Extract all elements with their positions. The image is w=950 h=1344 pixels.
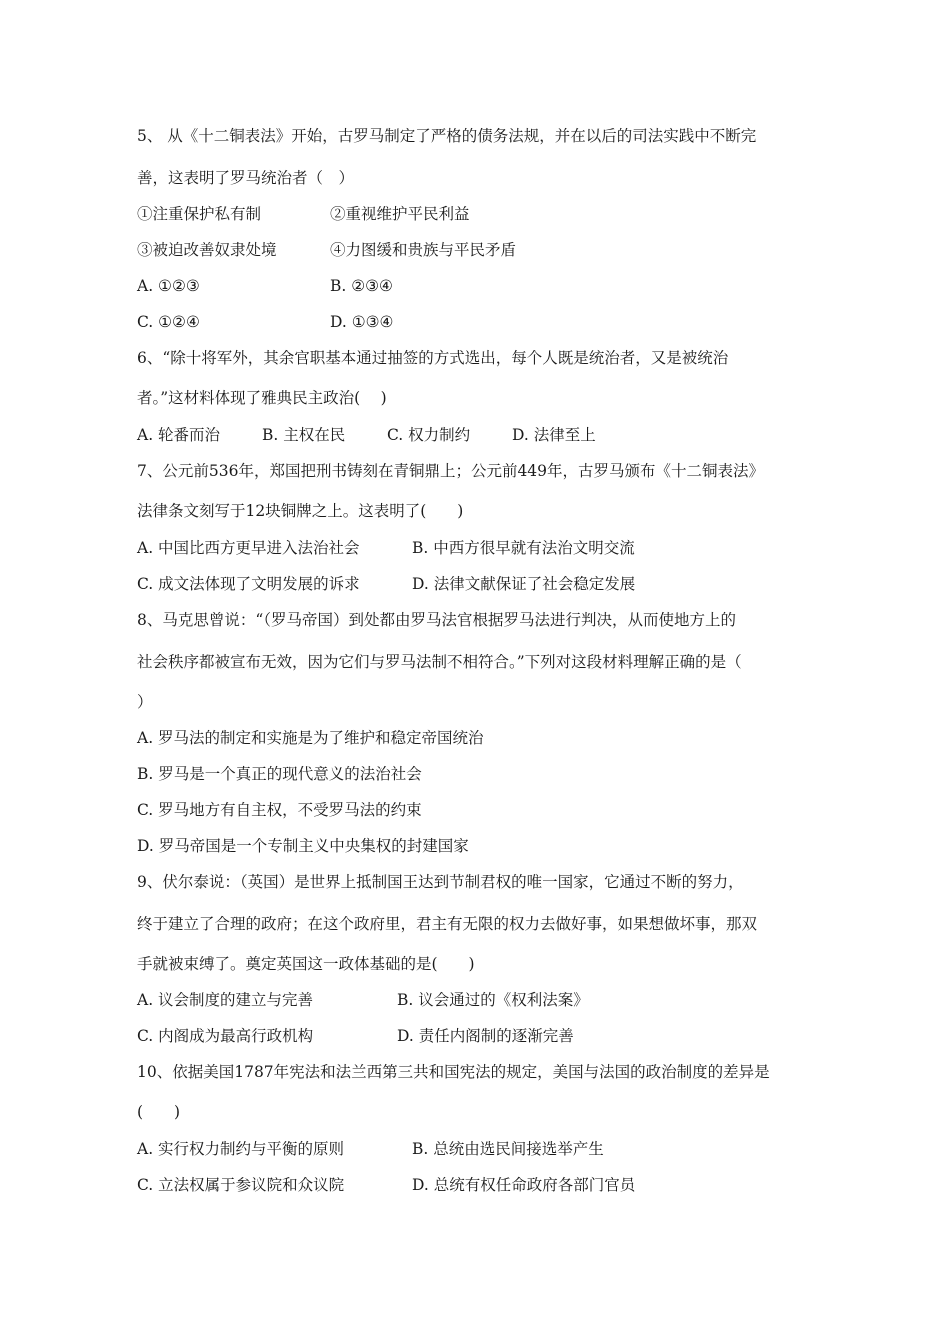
q8-option-d: D. 罗马帝国是一个专制主义中央集权的封建国家 <box>137 837 469 855</box>
q5-stem-line-1: 5、 从《十二铜表法》开始，古罗马制定了严格的债务法规，并在以后的司法实践中不断完 <box>137 127 757 145</box>
q5-stem-line-2: 善，这表明了罗马统治者（ ） <box>137 169 355 187</box>
q7-stem-line-2: 法律条文刻写于12块铜牌之上。这表明了( ) <box>137 502 464 520</box>
q6-option-b: B. 主权在民 <box>262 426 346 444</box>
q9-stem-line-2: 终于建立了合理的政府；在这个政府里，君主有无限的权力去做好事，如果想做坏事，那双 <box>137 915 758 933</box>
q7-option-b: B. 中西方很早就有法治文明交流 <box>412 539 635 557</box>
q7-option-c: C. 成文法体现了文明发展的诉求 <box>137 575 360 593</box>
q6-stem-line-1: 6、“除十将军外，其余官职基本通过抽签的方式选出，每个人既是统治者，又是被统治 <box>137 349 729 367</box>
q8-option-b: B. 罗马是一个真正的现代意义的法治社会 <box>137 765 422 783</box>
q9-option-c: C. 内阁成为最高行政机构 <box>137 1027 314 1045</box>
q5-option-b: B. ②③④ <box>330 277 393 295</box>
q10-option-b: B. 总统由选民间接选举产生 <box>412 1140 604 1158</box>
q9-stem-line-1: 9、伏尔泰说：（英国）是世界上抵制国王达到节制君权的唯一国家，它通过不断的努力， <box>137 873 744 891</box>
q10-stem-line-1: 10、依据美国1787年宪法和法兰西第三共和国宪法的规定，美国与法国的政治制度的差异是 <box>137 1063 770 1081</box>
q6-option-a: A. 轮番而治 <box>137 426 221 444</box>
q7-stem-line-1: 7、公元前536年，郑国把刑书铸刻在青铜鼎上；公元前449年，古罗马颁布《十二铜表法》 <box>137 462 765 480</box>
q9-option-d: D. 责任内阁制的逐渐完善 <box>397 1027 574 1045</box>
q9-option-b: B. 议会通过的《权利法案》 <box>397 991 589 1009</box>
q10-option-a: A. 实行权力制约与平衡的原则 <box>137 1140 345 1158</box>
q8-stem-line-2: 社会秩序都被宣布无效，因为它们与罗马法制不相符合。”下列对这段材料理解正确的是（ <box>137 653 742 671</box>
q7-option-a: A. 中国比西方更早进入法治社会 <box>137 539 360 557</box>
q6-option-c: C. 权力制约 <box>387 426 471 444</box>
q5-item-1: ①注重保护私有制 <box>137 205 262 223</box>
q10-stem-line-2: ( ) <box>137 1103 181 1121</box>
q5-item-2: ②重视维护平民利益 <box>330 205 470 223</box>
q5-option-d: D. ①③④ <box>330 313 394 331</box>
q5-option-c: C. ①②④ <box>137 313 200 331</box>
q10-option-c: C. 立法权属于参议院和众议院 <box>137 1176 345 1194</box>
q6-stem-line-2: 者。”这材料体现了雅典民主政治( ) <box>137 389 387 407</box>
q8-option-c: C. 罗马地方有自主权，不受罗马法的约束 <box>137 801 422 819</box>
q5-item-4: ④力图缓和贵族与平民矛盾 <box>330 241 517 259</box>
q5-item-3: ③被迫改善奴隶处境 <box>137 241 277 259</box>
q10-option-d: D. 总统有权任命政府各部门官员 <box>412 1176 636 1194</box>
q8-option-a: A. 罗马法的制定和实施是为了维护和稳定帝国统治 <box>137 729 484 747</box>
q5-option-a: A. ①②③ <box>137 277 200 295</box>
q8-stem-line-3: ） <box>137 693 153 711</box>
q9-option-a: A. 议会制度的建立与完善 <box>137 991 314 1009</box>
q8-stem-line-1: 8、马克思曾说：“（罗马帝国）到处都由罗马法官根据罗马法进行判决，从而使地方上的 <box>137 611 737 629</box>
q9-stem-line-3: 手就被束缚了。奠定英国这一政体基础的是( ) <box>137 955 475 973</box>
q7-option-d: D. 法律文献保证了社会稳定发展 <box>412 575 636 593</box>
q6-option-d: D. 法律至上 <box>512 426 596 444</box>
